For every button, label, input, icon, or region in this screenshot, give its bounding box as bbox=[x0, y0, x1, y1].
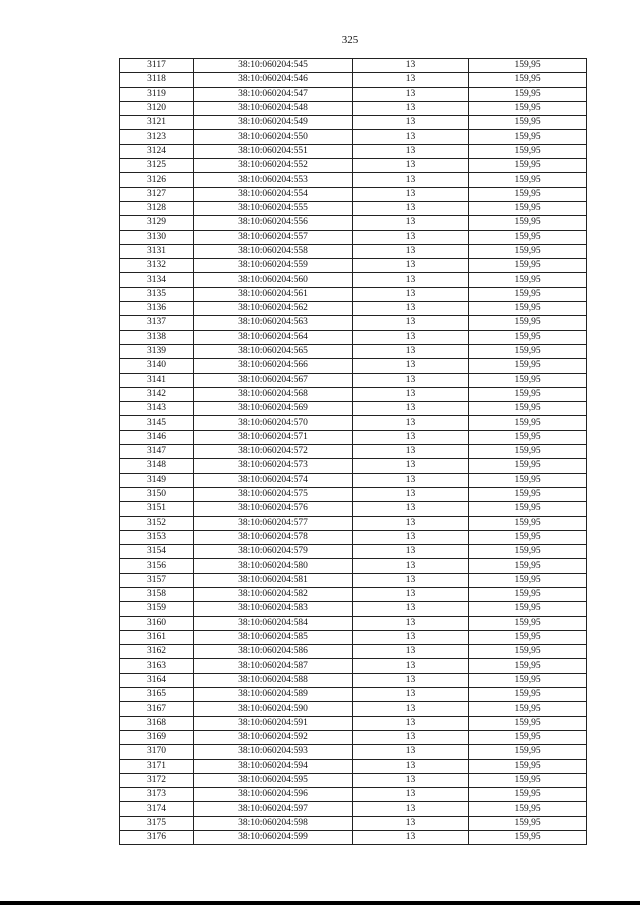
zone-code-cell: 13 bbox=[353, 816, 469, 830]
cadastral-number-cell: 38:10:060204:585 bbox=[194, 630, 353, 644]
row-number-cell: 3164 bbox=[120, 673, 194, 687]
scan-bottom-edge bbox=[0, 901, 640, 905]
table-row bbox=[120, 359, 587, 373]
cadastral-number-cell: 38:10:060204:578 bbox=[194, 530, 353, 544]
value-cell: 159,95 bbox=[469, 344, 587, 358]
parcel-table bbox=[119, 58, 587, 845]
value-cell: 159,95 bbox=[469, 201, 587, 215]
row-number-cell: 3174 bbox=[120, 802, 194, 816]
zone-code-cell: 13 bbox=[353, 559, 469, 573]
value-cell: 159,95 bbox=[469, 116, 587, 130]
zone-code-cell: 13 bbox=[353, 259, 469, 273]
value-cell: 159,95 bbox=[469, 630, 587, 644]
zone-code-cell: 13 bbox=[353, 730, 469, 744]
value-cell: 159,95 bbox=[469, 559, 587, 573]
table-row bbox=[120, 516, 587, 530]
table-row bbox=[120, 273, 587, 287]
table-row bbox=[120, 730, 587, 744]
row-number-cell: 3150 bbox=[120, 487, 194, 501]
cadastral-number-cell: 38:10:060204:586 bbox=[194, 645, 353, 659]
zone-code-cell: 13 bbox=[353, 287, 469, 301]
value-cell: 159,95 bbox=[469, 302, 587, 316]
zone-code-cell: 13 bbox=[353, 187, 469, 201]
value-cell: 159,95 bbox=[469, 487, 587, 501]
table-row bbox=[120, 716, 587, 730]
value-cell: 159,95 bbox=[469, 287, 587, 301]
cadastral-number-cell: 38:10:060204:588 bbox=[194, 673, 353, 687]
value-cell: 159,95 bbox=[469, 831, 587, 845]
row-number-cell: 3134 bbox=[120, 273, 194, 287]
cadastral-number-cell: 38:10:060204:566 bbox=[194, 359, 353, 373]
row-number-cell: 3172 bbox=[120, 773, 194, 787]
zone-code-cell: 13 bbox=[353, 645, 469, 659]
table-row bbox=[120, 387, 587, 401]
table-row bbox=[120, 759, 587, 773]
table-row bbox=[120, 745, 587, 759]
zone-code-cell: 13 bbox=[353, 73, 469, 87]
table-row bbox=[120, 116, 587, 130]
cadastral-number-cell: 38:10:060204:569 bbox=[194, 402, 353, 416]
table-row bbox=[120, 216, 587, 230]
cadastral-number-cell: 38:10:060204:551 bbox=[194, 144, 353, 158]
zone-code-cell: 13 bbox=[353, 244, 469, 258]
zone-code-cell: 13 bbox=[353, 802, 469, 816]
row-number-cell: 3119 bbox=[120, 87, 194, 101]
zone-code-cell: 13 bbox=[353, 788, 469, 802]
cadastral-number-cell: 38:10:060204:592 bbox=[194, 730, 353, 744]
row-number-cell: 3152 bbox=[120, 516, 194, 530]
value-cell: 159,95 bbox=[469, 659, 587, 673]
value-cell: 159,95 bbox=[469, 702, 587, 716]
row-number-cell: 3151 bbox=[120, 502, 194, 516]
cadastral-number-cell: 38:10:060204:575 bbox=[194, 487, 353, 501]
value-cell: 159,95 bbox=[469, 73, 587, 87]
value-cell: 159,95 bbox=[469, 373, 587, 387]
value-cell: 159,95 bbox=[469, 673, 587, 687]
row-number-cell: 3169 bbox=[120, 730, 194, 744]
row-number-cell: 3140 bbox=[120, 359, 194, 373]
cadastral-number-cell: 38:10:060204:548 bbox=[194, 101, 353, 115]
value-cell: 159,95 bbox=[469, 101, 587, 115]
value-cell: 159,95 bbox=[469, 773, 587, 787]
zone-code-cell: 13 bbox=[353, 473, 469, 487]
table-row bbox=[120, 559, 587, 573]
cadastral-number-cell: 38:10:060204:576 bbox=[194, 502, 353, 516]
table-row bbox=[120, 487, 587, 501]
zone-code-cell: 13 bbox=[353, 459, 469, 473]
cadastral-number-cell: 38:10:060204:555 bbox=[194, 201, 353, 215]
cadastral-number-cell: 38:10:060204:582 bbox=[194, 587, 353, 601]
table-row bbox=[120, 230, 587, 244]
cadastral-number-cell: 38:10:060204:568 bbox=[194, 387, 353, 401]
zone-code-cell: 13 bbox=[353, 173, 469, 187]
zone-code-cell: 13 bbox=[353, 273, 469, 287]
value-cell: 159,95 bbox=[469, 416, 587, 430]
cadastral-number-cell: 38:10:060204:581 bbox=[194, 573, 353, 587]
cadastral-number-cell: 38:10:060204:549 bbox=[194, 116, 353, 130]
cadastral-number-cell: 38:10:060204:546 bbox=[194, 73, 353, 87]
value-cell: 159,95 bbox=[469, 87, 587, 101]
value-cell: 159,95 bbox=[469, 530, 587, 544]
table-row bbox=[120, 773, 587, 787]
zone-code-cell: 13 bbox=[353, 659, 469, 673]
row-number-cell: 3139 bbox=[120, 344, 194, 358]
cadastral-number-cell: 38:10:060204:570 bbox=[194, 416, 353, 430]
value-cell: 159,95 bbox=[469, 516, 587, 530]
zone-code-cell: 13 bbox=[353, 430, 469, 444]
value-cell: 159,95 bbox=[469, 587, 587, 601]
zone-code-cell: 13 bbox=[353, 101, 469, 115]
row-number-cell: 3170 bbox=[120, 745, 194, 759]
value-cell: 159,95 bbox=[469, 259, 587, 273]
row-number-cell: 3163 bbox=[120, 659, 194, 673]
cadastral-number-cell: 38:10:060204:572 bbox=[194, 445, 353, 459]
table-row bbox=[120, 445, 587, 459]
zone-code-cell: 13 bbox=[353, 387, 469, 401]
zone-code-cell: 13 bbox=[353, 201, 469, 215]
row-number-cell: 3124 bbox=[120, 144, 194, 158]
cadastral-number-cell: 38:10:060204:577 bbox=[194, 516, 353, 530]
zone-code-cell: 13 bbox=[353, 445, 469, 459]
value-cell: 159,95 bbox=[469, 730, 587, 744]
cadastral-number-cell: 38:10:060204:596 bbox=[194, 788, 353, 802]
cadastral-number-cell: 38:10:060204:559 bbox=[194, 259, 353, 273]
table-row bbox=[120, 702, 587, 716]
zone-code-cell: 13 bbox=[353, 487, 469, 501]
table-row bbox=[120, 459, 587, 473]
table-row bbox=[120, 602, 587, 616]
cadastral-number-cell: 38:10:060204:557 bbox=[194, 230, 353, 244]
zone-code-cell: 13 bbox=[353, 230, 469, 244]
table-row bbox=[120, 587, 587, 601]
value-cell: 159,95 bbox=[469, 187, 587, 201]
row-number-cell: 3161 bbox=[120, 630, 194, 644]
value-cell: 159,95 bbox=[469, 802, 587, 816]
value-cell: 159,95 bbox=[469, 430, 587, 444]
value-cell: 159,95 bbox=[469, 130, 587, 144]
zone-code-cell: 13 bbox=[353, 602, 469, 616]
zone-code-cell: 13 bbox=[353, 316, 469, 330]
table-row bbox=[120, 416, 587, 430]
table-row bbox=[120, 302, 587, 316]
row-number-cell: 3138 bbox=[120, 330, 194, 344]
value-cell: 159,95 bbox=[469, 645, 587, 659]
row-number-cell: 3127 bbox=[120, 187, 194, 201]
table-row bbox=[120, 130, 587, 144]
zone-code-cell: 13 bbox=[353, 673, 469, 687]
zone-code-cell: 13 bbox=[353, 416, 469, 430]
value-cell: 159,95 bbox=[469, 59, 587, 73]
cadastral-number-cell: 38:10:060204:563 bbox=[194, 316, 353, 330]
cadastral-number-cell: 38:10:060204:556 bbox=[194, 216, 353, 230]
cadastral-number-cell: 38:10:060204:564 bbox=[194, 330, 353, 344]
table-row bbox=[120, 144, 587, 158]
cadastral-number-cell: 38:10:060204:562 bbox=[194, 302, 353, 316]
table-row bbox=[120, 316, 587, 330]
zone-code-cell: 13 bbox=[353, 344, 469, 358]
row-number-cell: 3132 bbox=[120, 259, 194, 273]
cadastral-number-cell: 38:10:060204:567 bbox=[194, 373, 353, 387]
cadastral-number-cell: 38:10:060204:583 bbox=[194, 602, 353, 616]
row-number-cell: 3117 bbox=[120, 59, 194, 73]
table-row bbox=[120, 573, 587, 587]
zone-code-cell: 13 bbox=[353, 702, 469, 716]
cadastral-number-cell: 38:10:060204:593 bbox=[194, 745, 353, 759]
row-number-cell: 3147 bbox=[120, 445, 194, 459]
value-cell: 159,95 bbox=[469, 616, 587, 630]
table-row bbox=[120, 616, 587, 630]
table-row bbox=[120, 659, 587, 673]
zone-code-cell: 13 bbox=[353, 159, 469, 173]
zone-code-cell: 13 bbox=[353, 616, 469, 630]
cadastral-number-cell: 38:10:060204:591 bbox=[194, 716, 353, 730]
row-number-cell: 3148 bbox=[120, 459, 194, 473]
table-row bbox=[120, 87, 587, 101]
zone-code-cell: 13 bbox=[353, 59, 469, 73]
cadastral-number-cell: 38:10:060204:584 bbox=[194, 616, 353, 630]
row-number-cell: 3146 bbox=[120, 430, 194, 444]
table-row bbox=[120, 688, 587, 702]
cadastral-number-cell: 38:10:060204:599 bbox=[194, 831, 353, 845]
table-row bbox=[120, 530, 587, 544]
zone-code-cell: 13 bbox=[353, 87, 469, 101]
row-number-cell: 3160 bbox=[120, 616, 194, 630]
value-cell: 159,95 bbox=[469, 716, 587, 730]
row-number-cell: 3154 bbox=[120, 545, 194, 559]
value-cell: 159,95 bbox=[469, 144, 587, 158]
value-cell: 159,95 bbox=[469, 316, 587, 330]
cadastral-number-cell: 38:10:060204:595 bbox=[194, 773, 353, 787]
cadastral-number-cell: 38:10:060204:552 bbox=[194, 159, 353, 173]
table-row bbox=[120, 344, 587, 358]
table-row bbox=[120, 187, 587, 201]
value-cell: 159,95 bbox=[469, 402, 587, 416]
value-cell: 159,95 bbox=[469, 745, 587, 759]
cadastral-number-cell: 38:10:060204:561 bbox=[194, 287, 353, 301]
table-row bbox=[120, 673, 587, 687]
zone-code-cell: 13 bbox=[353, 530, 469, 544]
value-cell: 159,95 bbox=[469, 788, 587, 802]
row-number-cell: 3118 bbox=[120, 73, 194, 87]
cadastral-number-cell: 38:10:060204:545 bbox=[194, 59, 353, 73]
zone-code-cell: 13 bbox=[353, 359, 469, 373]
row-number-cell: 3136 bbox=[120, 302, 194, 316]
table-row bbox=[120, 59, 587, 73]
table-row bbox=[120, 630, 587, 644]
zone-code-cell: 13 bbox=[353, 831, 469, 845]
table-row bbox=[120, 173, 587, 187]
cadastral-number-cell: 38:10:060204:565 bbox=[194, 344, 353, 358]
value-cell: 159,95 bbox=[469, 387, 587, 401]
row-number-cell: 3142 bbox=[120, 387, 194, 401]
row-number-cell: 3129 bbox=[120, 216, 194, 230]
value-cell: 159,95 bbox=[469, 173, 587, 187]
table-row bbox=[120, 287, 587, 301]
table-row bbox=[120, 159, 587, 173]
value-cell: 159,95 bbox=[469, 459, 587, 473]
row-number-cell: 3168 bbox=[120, 716, 194, 730]
table-row bbox=[120, 244, 587, 258]
cadastral-number-cell: 38:10:060204:558 bbox=[194, 244, 353, 258]
row-number-cell: 3162 bbox=[120, 645, 194, 659]
zone-code-cell: 13 bbox=[353, 688, 469, 702]
cadastral-number-cell: 38:10:060204:547 bbox=[194, 87, 353, 101]
value-cell: 159,95 bbox=[469, 445, 587, 459]
parcel-table-body bbox=[120, 59, 587, 845]
zone-code-cell: 13 bbox=[353, 116, 469, 130]
row-number-cell: 3149 bbox=[120, 473, 194, 487]
value-cell: 159,95 bbox=[469, 473, 587, 487]
value-cell: 159,95 bbox=[469, 359, 587, 373]
table-row bbox=[120, 73, 587, 87]
cadastral-number-cell: 38:10:060204:571 bbox=[194, 430, 353, 444]
zone-code-cell: 13 bbox=[353, 330, 469, 344]
table-row bbox=[120, 502, 587, 516]
cadastral-number-cell: 38:10:060204:587 bbox=[194, 659, 353, 673]
row-number-cell: 3165 bbox=[120, 688, 194, 702]
row-number-cell: 3121 bbox=[120, 116, 194, 130]
row-number-cell: 3156 bbox=[120, 559, 194, 573]
value-cell: 159,95 bbox=[469, 573, 587, 587]
row-number-cell: 3159 bbox=[120, 602, 194, 616]
page-number: 325 bbox=[341, 34, 359, 46]
row-number-cell: 3130 bbox=[120, 230, 194, 244]
row-number-cell: 3128 bbox=[120, 201, 194, 215]
cadastral-number-cell: 38:10:060204:580 bbox=[194, 559, 353, 573]
table-row bbox=[120, 473, 587, 487]
row-number-cell: 3123 bbox=[120, 130, 194, 144]
table-row bbox=[120, 645, 587, 659]
table-row bbox=[120, 545, 587, 559]
value-cell: 159,95 bbox=[469, 330, 587, 344]
value-cell: 159,95 bbox=[469, 230, 587, 244]
row-number-cell: 3125 bbox=[120, 159, 194, 173]
cadastral-number-cell: 38:10:060204:554 bbox=[194, 187, 353, 201]
zone-code-cell: 13 bbox=[353, 573, 469, 587]
row-number-cell: 3167 bbox=[120, 702, 194, 716]
table-row bbox=[120, 101, 587, 115]
row-number-cell: 3145 bbox=[120, 416, 194, 430]
row-number-cell: 3137 bbox=[120, 316, 194, 330]
zone-code-cell: 13 bbox=[353, 302, 469, 316]
row-number-cell: 3120 bbox=[120, 101, 194, 115]
table-row bbox=[120, 402, 587, 416]
value-cell: 159,95 bbox=[469, 216, 587, 230]
table-row bbox=[120, 330, 587, 344]
cadastral-number-cell: 38:10:060204:589 bbox=[194, 688, 353, 702]
cadastral-number-cell: 38:10:060204:597 bbox=[194, 802, 353, 816]
row-number-cell: 3171 bbox=[120, 759, 194, 773]
zone-code-cell: 13 bbox=[353, 759, 469, 773]
zone-code-cell: 13 bbox=[353, 716, 469, 730]
cadastral-number-cell: 38:10:060204:573 bbox=[194, 459, 353, 473]
zone-code-cell: 13 bbox=[353, 216, 469, 230]
row-number-cell: 3157 bbox=[120, 573, 194, 587]
value-cell: 159,95 bbox=[469, 602, 587, 616]
table-row bbox=[120, 788, 587, 802]
row-number-cell: 3153 bbox=[120, 530, 194, 544]
row-number-cell: 3135 bbox=[120, 287, 194, 301]
cadastral-number-cell: 38:10:060204:598 bbox=[194, 816, 353, 830]
table-row bbox=[120, 831, 587, 845]
zone-code-cell: 13 bbox=[353, 587, 469, 601]
zone-code-cell: 13 bbox=[353, 745, 469, 759]
zone-code-cell: 13 bbox=[353, 373, 469, 387]
value-cell: 159,95 bbox=[469, 244, 587, 258]
table-row bbox=[120, 430, 587, 444]
value-cell: 159,95 bbox=[469, 816, 587, 830]
value-cell: 159,95 bbox=[469, 502, 587, 516]
zone-code-cell: 13 bbox=[353, 502, 469, 516]
value-cell: 159,95 bbox=[469, 545, 587, 559]
table-row bbox=[120, 802, 587, 816]
cadastral-number-cell: 38:10:060204:560 bbox=[194, 273, 353, 287]
value-cell: 159,95 bbox=[469, 159, 587, 173]
row-number-cell: 3141 bbox=[120, 373, 194, 387]
table-row bbox=[120, 259, 587, 273]
cadastral-number-cell: 38:10:060204:594 bbox=[194, 759, 353, 773]
row-number-cell: 3175 bbox=[120, 816, 194, 830]
table-row bbox=[120, 816, 587, 830]
table-row bbox=[120, 373, 587, 387]
cadastral-number-cell: 38:10:060204:550 bbox=[194, 130, 353, 144]
zone-code-cell: 13 bbox=[353, 545, 469, 559]
row-number-cell: 3158 bbox=[120, 587, 194, 601]
row-number-cell: 3126 bbox=[120, 173, 194, 187]
cadastral-number-cell: 38:10:060204:579 bbox=[194, 545, 353, 559]
zone-code-cell: 13 bbox=[353, 773, 469, 787]
cadastral-number-cell: 38:10:060204:590 bbox=[194, 702, 353, 716]
zone-code-cell: 13 bbox=[353, 144, 469, 158]
zone-code-cell: 13 bbox=[353, 130, 469, 144]
row-number-cell: 3173 bbox=[120, 788, 194, 802]
row-number-cell: 3131 bbox=[120, 244, 194, 258]
value-cell: 159,95 bbox=[469, 273, 587, 287]
value-cell: 159,95 bbox=[469, 688, 587, 702]
zone-code-cell: 13 bbox=[353, 516, 469, 530]
value-cell: 159,95 bbox=[469, 759, 587, 773]
cadastral-number-cell: 38:10:060204:553 bbox=[194, 173, 353, 187]
zone-code-cell: 13 bbox=[353, 630, 469, 644]
zone-code-cell: 13 bbox=[353, 402, 469, 416]
table-row bbox=[120, 201, 587, 215]
row-number-cell: 3176 bbox=[120, 831, 194, 845]
cadastral-number-cell: 38:10:060204:574 bbox=[194, 473, 353, 487]
row-number-cell: 3143 bbox=[120, 402, 194, 416]
